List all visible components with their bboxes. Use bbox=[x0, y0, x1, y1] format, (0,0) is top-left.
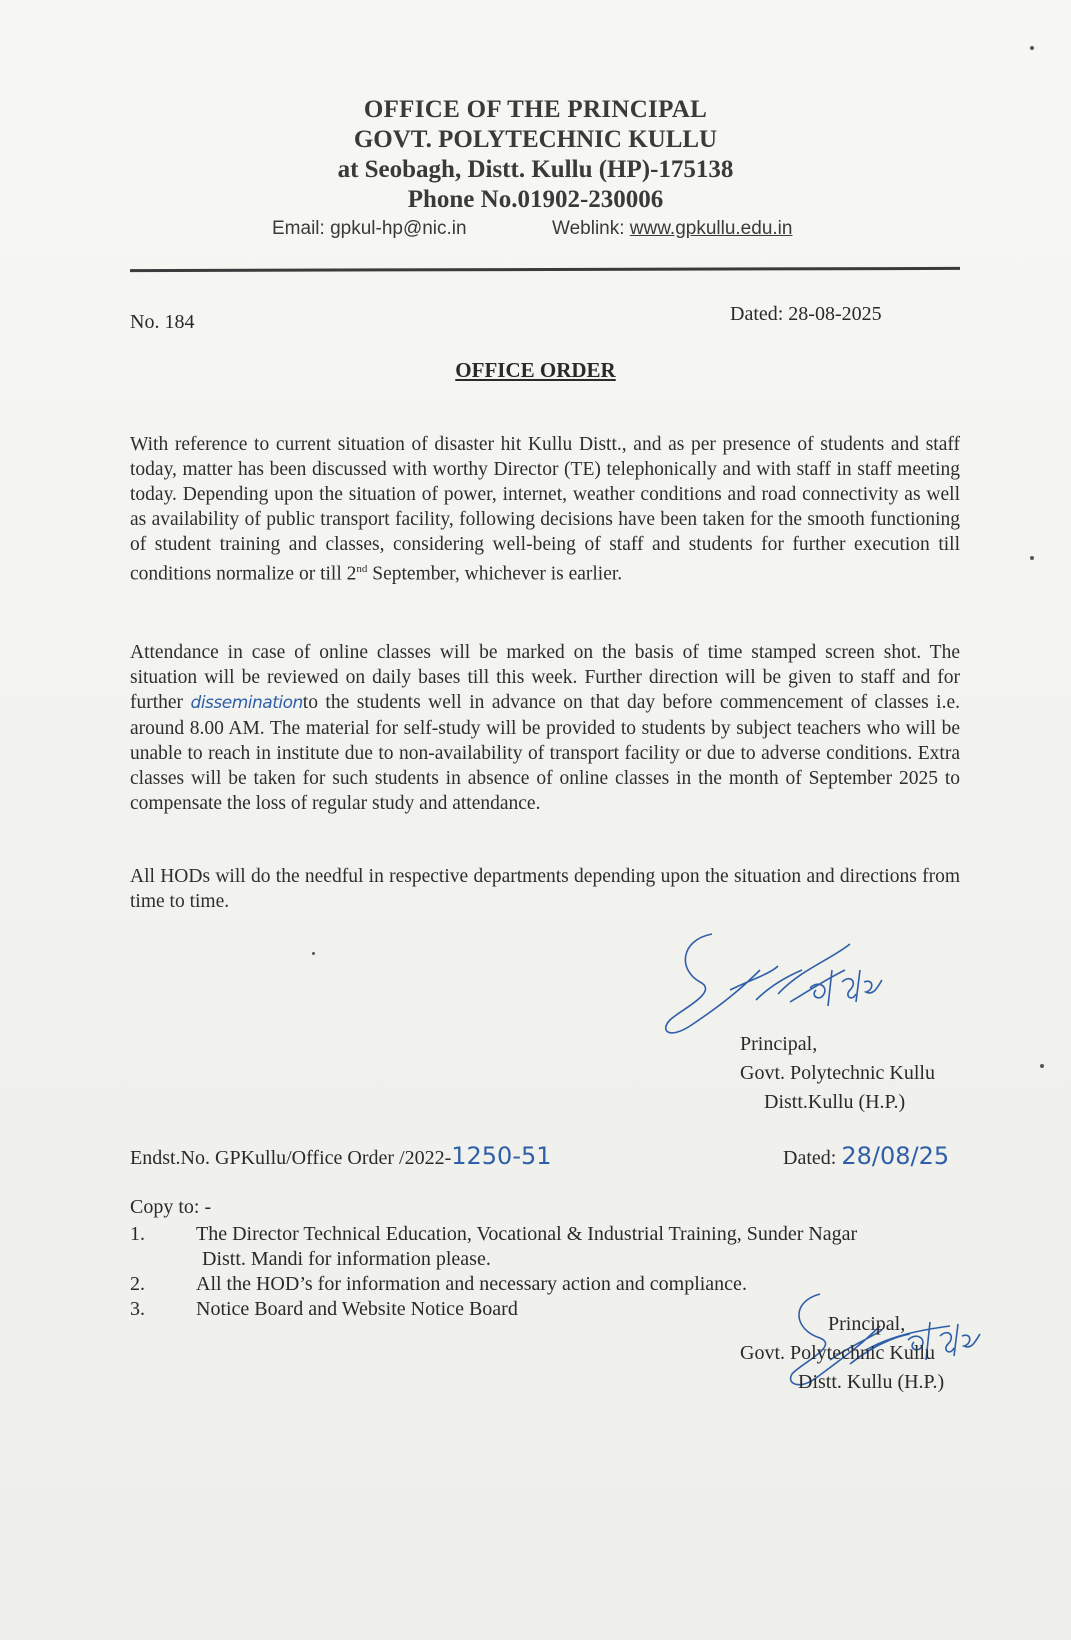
signer-office: Govt. Polytechnic Kullu bbox=[740, 1062, 935, 1084]
list-item-text: All the HOD’s for information and necessary action and compliance. bbox=[196, 1273, 747, 1295]
paper-speck bbox=[1030, 556, 1034, 560]
signature-block-1 bbox=[740, 1030, 935, 1117]
header-divider bbox=[130, 267, 960, 272]
weblink-label: Weblink: bbox=[552, 218, 630, 239]
paragraph-1-end: September, whichever is earlier. bbox=[367, 563, 623, 585]
paragraph-3: All HODs will do the needful in respective departments depending upon the situation and directions from time to time. bbox=[130, 866, 960, 912]
paper-speck bbox=[1040, 1064, 1044, 1068]
paper-speck bbox=[1030, 46, 1034, 50]
copy-to-heading: Copy to: - bbox=[130, 1196, 212, 1218]
letterhead-office: OFFICE OF THE PRINCIPAL bbox=[363, 96, 708, 123]
list-item bbox=[130, 1222, 950, 1247]
letterhead-phone: Phone No.01902-230006 bbox=[407, 186, 664, 213]
paragraph-2-text-a: Attendance in case of online classes will be marked on the basis of time stamped screen shot. The situation will be reviewed on daily bases till this week. Further direction will be given to staff and for further bbox=[130, 642, 960, 713]
ordinal-suffix: nd bbox=[356, 563, 368, 575]
signer-designation: Principal, bbox=[740, 1033, 818, 1055]
paper-speck bbox=[312, 952, 315, 955]
signature-block-2 bbox=[740, 1310, 944, 1397]
endorsement-number bbox=[130, 1142, 552, 1170]
endorsement-handwritten-number: 1250-51 bbox=[451, 1142, 552, 1170]
endorsement-date bbox=[783, 1142, 949, 1170]
endorsement-handwritten-date: 28/08/25 bbox=[841, 1142, 950, 1170]
list-item-text: The Director Technical Education, Vocational & Industrial Training, Sunder Nagar bbox=[196, 1223, 858, 1245]
letterhead-address: at Seobagh, Distt. Kullu (HP)-175138 bbox=[337, 156, 734, 183]
paragraph-1-text: With reference to current situation of disaster hit Kullu Distt., and as per presence of students and staff today, matter has been discussed with worthy Director (TE) telephonically and with staff in staff meeting today. Depending upon the situation of power, internet, weather conditions and road connectivity as well as availability of public transport facility, following decisions have been taken for the smooth functioning of student training and classes, considering well-being of staff and students for further execution till conditions normalize or till 2 bbox=[130, 434, 960, 585]
signer-district: Distt. Kullu (H.P.) bbox=[798, 1371, 945, 1393]
list-item-number: 3. bbox=[130, 1298, 145, 1320]
paragraph-1 bbox=[130, 432, 960, 587]
letterhead-email: Email: gpkul-hp@nic.in bbox=[272, 218, 467, 239]
list-item-continuation: Distt. Mandi for information please. bbox=[202, 1248, 491, 1270]
handwritten-insertion: dissemination bbox=[190, 693, 303, 713]
signer-district: Distt.Kullu (H.P.) bbox=[764, 1091, 906, 1113]
paragraph-2 bbox=[130, 640, 960, 816]
document-title: OFFICE ORDER bbox=[455, 358, 616, 382]
endorsement-date-label: Dated: bbox=[783, 1147, 837, 1169]
list-item-number: 2. bbox=[130, 1273, 145, 1295]
list-item-number: 1. bbox=[130, 1223, 145, 1245]
weblink-url: www.gpkullu.edu.in bbox=[629, 218, 793, 239]
letterhead-institution: GOVT. POLYTECHNIC KULLU bbox=[353, 126, 718, 153]
paragraph-2-text-b: to the students well in advance on that day before commencement of classes i.e. around 8.00 AM. The material for self-study will be provided to students by subject teachers who will be unable to reach in institute due to non-availability of transport facility or due to adverse conditions. Extra classes will be taken for such students in absence of online classes in the month of September 2025 to compensate the loss of regular study and attendance. bbox=[130, 692, 960, 814]
list-item-text: Notice Board and Website Notice Board bbox=[196, 1298, 518, 1320]
signer-designation: Principal, bbox=[828, 1313, 906, 1335]
order-number: No. 184 bbox=[130, 311, 195, 333]
signer-office: Govt. Polytechnic Kullu bbox=[740, 1342, 935, 1364]
order-date: Dated: 28-08-2025 bbox=[730, 303, 882, 325]
endorsement-prefix: Endst.No. GPKullu/Office Order /2022- bbox=[130, 1147, 452, 1169]
letterhead-weblink bbox=[552, 218, 792, 240]
